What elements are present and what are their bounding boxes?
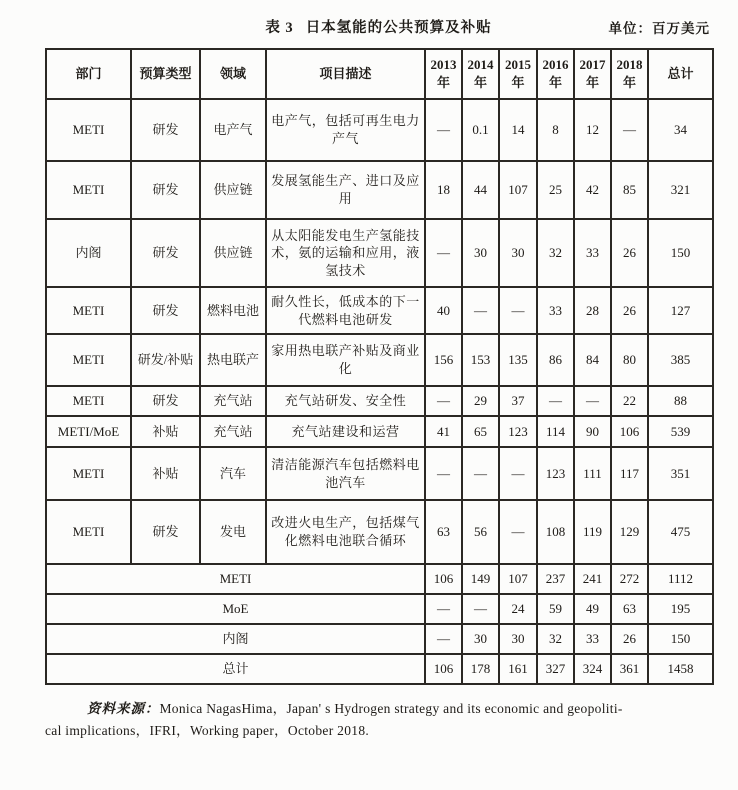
- field-cell: 电产气: [200, 99, 266, 161]
- total-cell: 1112: [648, 564, 713, 594]
- value-cell: —: [537, 386, 574, 416]
- header-row: [46, 49, 713, 99]
- budget-type-cell: 研发: [131, 386, 200, 416]
- value-cell: 41: [425, 416, 462, 447]
- value-cell: 30: [462, 219, 499, 287]
- table-row: [46, 219, 713, 287]
- value-cell: 106: [425, 564, 462, 594]
- header-year-2017: 2017 年: [574, 49, 611, 99]
- page-title-text: 日本氢能的公共预算及补贴: [305, 20, 492, 36]
- value-cell: —: [425, 219, 462, 287]
- value-cell: —: [425, 386, 462, 416]
- value-cell: 237: [537, 564, 574, 594]
- value-cell: 80: [611, 334, 648, 386]
- value-cell: 42: [574, 161, 611, 219]
- header-field: 领域: [200, 49, 266, 99]
- budget-type-cell: 研发: [131, 500, 200, 564]
- summary-row: [46, 654, 713, 684]
- value-cell: 129: [611, 500, 648, 564]
- value-cell: 108: [537, 500, 574, 564]
- header-dept: 部门: [46, 49, 131, 99]
- value-cell: 111: [574, 447, 611, 500]
- value-cell: 86: [537, 334, 574, 386]
- budget-type-cell: 研发: [131, 99, 200, 161]
- summary-row: [46, 624, 713, 654]
- table-row: [46, 447, 713, 500]
- budget-type-cell: 补贴: [131, 447, 200, 500]
- value-cell: 272: [611, 564, 648, 594]
- value-cell: 135: [499, 334, 537, 386]
- budget-table: [45, 48, 714, 685]
- field-cell: 供应链: [200, 219, 266, 287]
- value-cell: 22: [611, 386, 648, 416]
- value-cell: 32: [537, 624, 574, 654]
- value-cell: 26: [611, 219, 648, 287]
- field-cell: 充气站: [200, 386, 266, 416]
- total-cell: 321: [648, 161, 713, 219]
- total-cell: 88: [648, 386, 713, 416]
- value-cell: 117: [611, 447, 648, 500]
- table-row: [46, 500, 713, 564]
- value-cell: 153: [462, 334, 499, 386]
- value-cell: 106: [425, 654, 462, 684]
- total-cell: 385: [648, 334, 713, 386]
- description-cell: 家用热电联产补贴及商业化: [266, 334, 425, 386]
- source-note-line1: [45, 698, 717, 720]
- value-cell: —: [462, 447, 499, 500]
- value-cell: 28: [574, 287, 611, 334]
- value-cell: 30: [499, 624, 537, 654]
- source-text-part1: Monica NagasHima，Japan' s Hydrogen strategy and its economic and geopoliti-: [159, 701, 623, 716]
- value-cell: 29: [462, 386, 499, 416]
- header-description: 项目描述: [266, 49, 425, 99]
- value-cell: —: [499, 500, 537, 564]
- value-cell: —: [611, 99, 648, 161]
- budget-type-cell: 研发: [131, 161, 200, 219]
- value-cell: 63: [425, 500, 462, 564]
- total-cell: 150: [648, 219, 713, 287]
- total-cell: 475: [648, 500, 713, 564]
- value-cell: 24: [499, 594, 537, 624]
- table-row: [46, 386, 713, 416]
- value-cell: 12: [574, 99, 611, 161]
- total-cell: 195: [648, 594, 713, 624]
- value-cell: 59: [537, 594, 574, 624]
- summary-label-cell: METI: [46, 564, 425, 594]
- value-cell: —: [499, 447, 537, 500]
- value-cell: 14: [499, 99, 537, 161]
- header-year-2018: 2018 年: [611, 49, 648, 99]
- header-total: 总计: [648, 49, 713, 99]
- value-cell: 30: [462, 624, 499, 654]
- field-cell: 供应链: [200, 161, 266, 219]
- value-cell: —: [425, 99, 462, 161]
- value-cell: 106: [611, 416, 648, 447]
- value-cell: —: [462, 287, 499, 334]
- value-cell: 156: [425, 334, 462, 386]
- value-cell: 107: [499, 161, 537, 219]
- summary-label-cell: MoE: [46, 594, 425, 624]
- value-cell: —: [425, 594, 462, 624]
- description-cell: 清洁能源汽车包括燃料电池汽车: [266, 447, 425, 500]
- value-cell: 33: [574, 624, 611, 654]
- field-cell: 汽车: [200, 447, 266, 500]
- title-bar: [45, 16, 712, 40]
- value-cell: 241: [574, 564, 611, 594]
- value-cell: —: [425, 447, 462, 500]
- summary-row: [46, 564, 713, 594]
- value-cell: 361: [611, 654, 648, 684]
- summary-row: [46, 594, 713, 624]
- description-cell: 耐久性长，低成本的下一代燃料电池研发: [266, 287, 425, 334]
- value-cell: 25: [537, 161, 574, 219]
- value-cell: 123: [537, 447, 574, 500]
- value-cell: 149: [462, 564, 499, 594]
- summary-label-cell: 内阁: [46, 624, 425, 654]
- value-cell: 84: [574, 334, 611, 386]
- field-cell: 发电: [200, 500, 266, 564]
- budget-type-cell: 研发/补贴: [131, 334, 200, 386]
- dept-cell: 内阁: [46, 219, 131, 287]
- value-cell: 327: [537, 654, 574, 684]
- header-year-2013: 2013 年: [425, 49, 462, 99]
- value-cell: 63: [611, 594, 648, 624]
- table-number-label: 表 3: [265, 20, 294, 36]
- description-cell: 改进火电生产，包括煤气化燃料电池联合循环: [266, 500, 425, 564]
- value-cell: 90: [574, 416, 611, 447]
- dept-cell: METI: [46, 500, 131, 564]
- value-cell: 33: [537, 287, 574, 334]
- dept-cell: METI: [46, 161, 131, 219]
- value-cell: 107: [499, 564, 537, 594]
- header-year-2014: 2014 年: [462, 49, 499, 99]
- dept-cell: METI: [46, 447, 131, 500]
- header-year-2015: 2015 年: [499, 49, 537, 99]
- field-cell: 充气站: [200, 416, 266, 447]
- header-budget-type: 预算类型: [131, 49, 200, 99]
- source-note-line2: cal implications，IFRI，Working paper，October 2018.: [45, 723, 370, 739]
- value-cell: —: [574, 386, 611, 416]
- value-cell: —: [499, 287, 537, 334]
- table-row: [46, 99, 713, 161]
- table-row: [46, 416, 713, 447]
- source-note: [45, 698, 717, 743]
- dept-cell: METI: [46, 99, 131, 161]
- dept-cell: METI: [46, 334, 131, 386]
- total-cell: 539: [648, 416, 713, 447]
- value-cell: 119: [574, 500, 611, 564]
- value-cell: 114: [537, 416, 574, 447]
- value-cell: 178: [462, 654, 499, 684]
- value-cell: 0.1: [462, 99, 499, 161]
- value-cell: 56: [462, 500, 499, 564]
- description-cell: 充气站建设和运营: [266, 416, 425, 447]
- summary-label-cell: 总计: [46, 654, 425, 684]
- source-label: 资料来源：: [87, 701, 160, 716]
- description-cell: 从太阳能发电生产氢能技术，氨的运输和应用，液氢技术: [266, 219, 425, 287]
- value-cell: 8: [537, 99, 574, 161]
- dept-cell: METI: [46, 386, 131, 416]
- total-cell: 127: [648, 287, 713, 334]
- value-cell: 26: [611, 287, 648, 334]
- value-cell: 324: [574, 654, 611, 684]
- table-row: [46, 334, 713, 386]
- value-cell: —: [425, 624, 462, 654]
- value-cell: 26: [611, 624, 648, 654]
- description-cell: 充气站研发、安全性: [266, 386, 425, 416]
- header-year-2016: 2016 年: [537, 49, 574, 99]
- budget-type-cell: 研发: [131, 219, 200, 287]
- value-cell: 49: [574, 594, 611, 624]
- value-cell: 32: [537, 219, 574, 287]
- value-cell: —: [462, 594, 499, 624]
- table-row: [46, 161, 713, 219]
- value-cell: 85: [611, 161, 648, 219]
- value-cell: 33: [574, 219, 611, 287]
- total-cell: 351: [648, 447, 713, 500]
- total-cell: 34: [648, 99, 713, 161]
- value-cell: 30: [499, 219, 537, 287]
- value-cell: 40: [425, 287, 462, 334]
- dept-cell: METI/MoE: [46, 416, 131, 447]
- value-cell: 37: [499, 386, 537, 416]
- field-cell: 热电联产: [200, 334, 266, 386]
- dept-cell: METI: [46, 287, 131, 334]
- description-cell: 电产气，包括可再生电力产气: [266, 99, 425, 161]
- value-cell: 161: [499, 654, 537, 684]
- field-cell: 燃料电池: [200, 287, 266, 334]
- table-row: [46, 287, 713, 334]
- description-cell: 发展氢能生产、进口及应用: [266, 161, 425, 219]
- value-cell: 123: [499, 416, 537, 447]
- unit-label: 单位：百万美元: [608, 21, 710, 36]
- budget-type-cell: 研发: [131, 287, 200, 334]
- total-cell: 150: [648, 624, 713, 654]
- total-cell: 1458: [648, 654, 713, 684]
- value-cell: 44: [462, 161, 499, 219]
- value-cell: 18: [425, 161, 462, 219]
- budget-type-cell: 补贴: [131, 416, 200, 447]
- value-cell: 65: [462, 416, 499, 447]
